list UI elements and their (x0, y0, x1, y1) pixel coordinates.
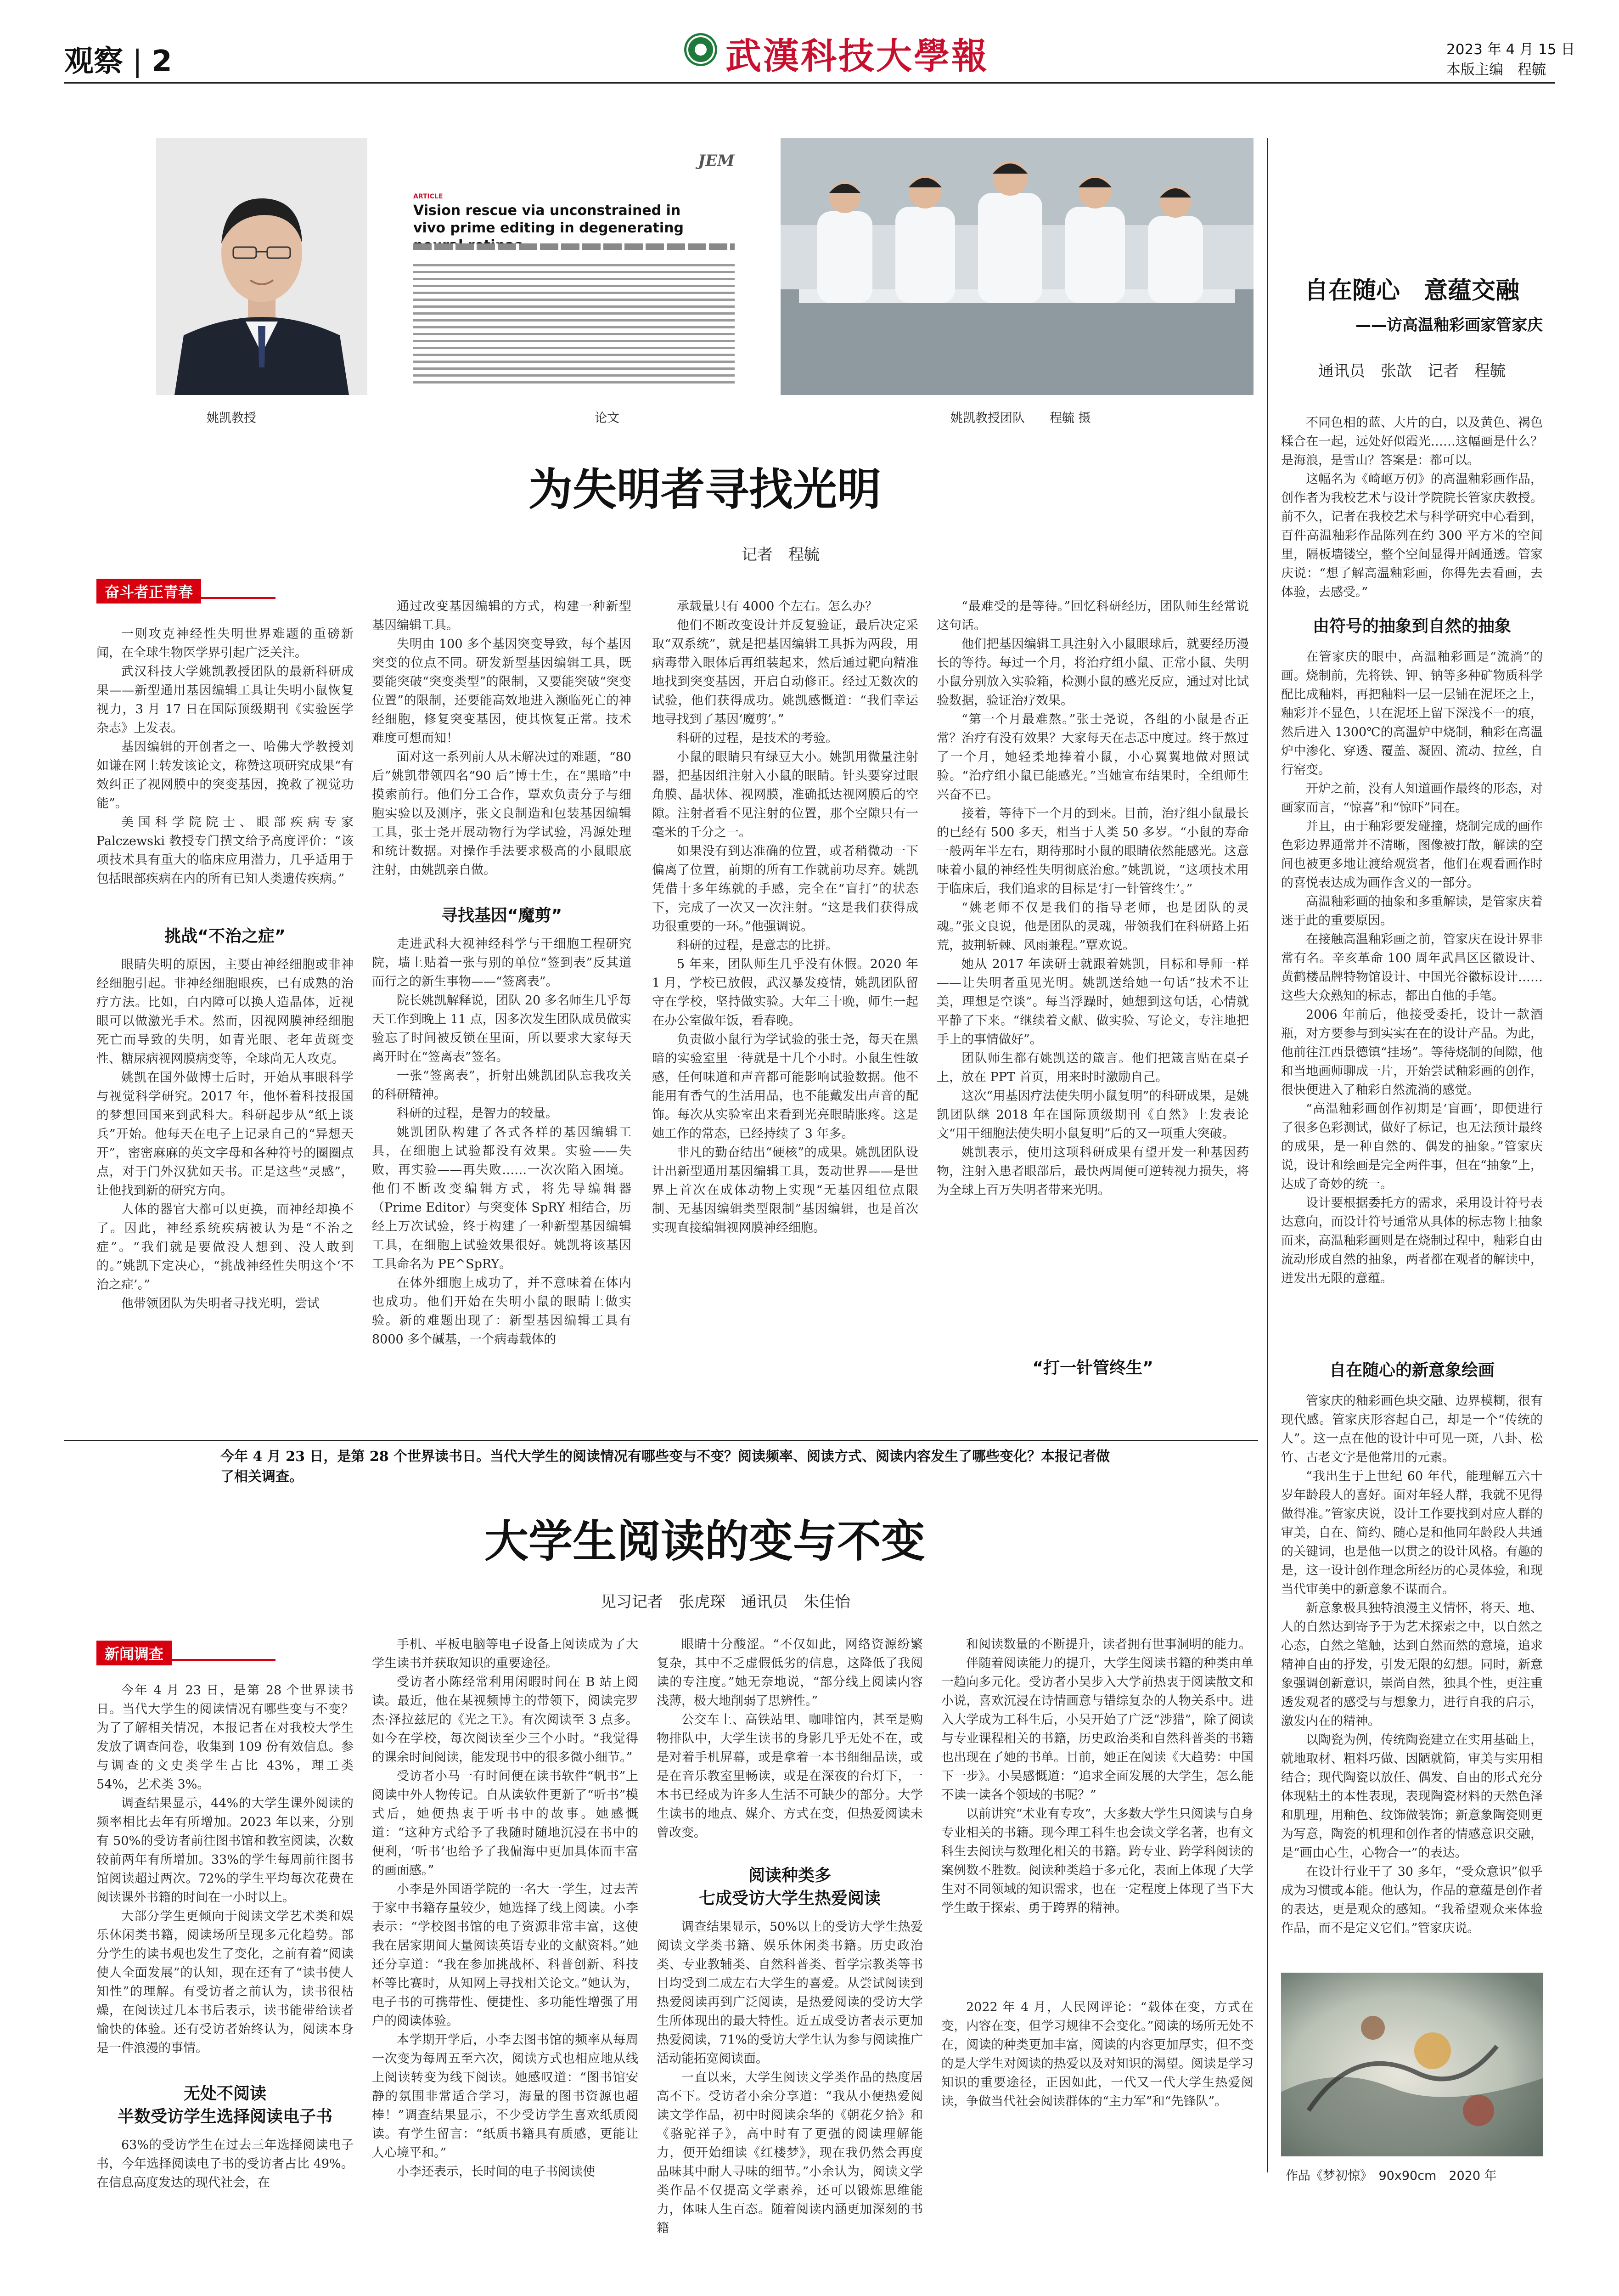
paragraph: 他们不断改变设计并反复验证，最后决定采取“双系统”，就是把基因编辑工具拆为两段，用病毒带入眼体后再组装起来，然后通过靶向精准地找到突变基因，开启自动修正。经过无数次的试验，他们获得成功。姚凯感慨道：“我们幸运地寻找到了基因‘魔剪’。” (652, 618, 918, 727)
article1-col1b (96, 955, 354, 1442)
paragraph: 面对这一系列前人从未解决过的难题，“80 后”姚凯带领四名“90 后”博士生，在“黑暗”中摸索前行。他们分工合作，覃欢负责分子与细胞实验以及测序，张文良制造和包装基因编辑工具，张士尧开展动物行为学试验，冯源处理和统计数据。对操作手法要求极高的小鼠眼底注射，由姚凯亲自做。 (372, 750, 631, 877)
paragraph: 在体外细胞上成功了，并不意味着在体内也成功。他们开始在失明小鼠的眼睛上做实验。新的难题出现了：新型基因编辑工具有 8000 多个碱基，一个病毒载体的 (372, 1276, 631, 1347)
paragraph: “第一个月最难熬。”张士尧说，各组的小鼠是否正常？治疗有没有效果？大家每天在忐忑中度过。终于熬过了一个月，她轻柔地捧着小鼠，小心翼翼地做对照试验。“治疗组小鼠已能感光。”当她宣布结果时，全组师生兴奋不已。 (937, 712, 1249, 802)
page-number: 2 (152, 45, 172, 79)
article2-p3 (1281, 1392, 1543, 1961)
paper-figure (413, 138, 744, 395)
paragraph: 这次“用基因疗法使失明小鼠复明”的科研成果，是姚凯团队继 2018 年在国际顶级期刊《自然》上发表论文“用干细胞法使失明小鼠复明”后的又一项重大突破。 (937, 1089, 1249, 1141)
article2-p2 (1281, 648, 1543, 1346)
article1-tag: 奋斗者正青春 (96, 579, 201, 604)
paragraph: 承载量只有 4000 个左右。怎么办？ (677, 599, 877, 614)
article2-subhead-1: 由符号的抽象到自然的抽象 (1312, 617, 1511, 636)
paragraph: 今年 4 月 23 日，是第 28 个世界读书日。当代大学生的阅读情况有哪些变与不变？为了了解相关情况，本报记者在对我校大学生发放了调查问卷，收集到 109 份有效信息。参与调查的文史类学生占比 43%，理工类 54%，艺术类 3%。 (96, 1683, 354, 1792)
paragraph: 姚凯在国外做博士后时，开始从事眼科学与视觉科学研究。2017 年，他怀着科技报国的梦想回国来到武科大。科研起步从“纸上谈兵”开始。他每天在电子上记录自己的“异想天开”，密密麻麻的英文字母和各种符号的圈圈点点，对于门外汉犹如天书。正是这些“灵感”，让他找到新的研究方向。 (96, 1071, 354, 1198)
paragraph: “姚老师不仅是我们的指导老师，也是团队的灵魂。”张文良说，他是团队的灵魂，带领我们在科研路上拓荒，披荆斩棘、风雨兼程。”覃欢说。 (937, 901, 1249, 953)
paragraph: 人体的器官大都可以更换，而神经却换不了。因此，神经系统疾病被认为是“不治之症”。“我们就是要做没人想到、没人敢到的。”姚凯下定决心，“挑战神经性失明这个‘不治之症’。” (96, 1202, 354, 1292)
article2-subhead-2: 自在随心的新意象绘画 (1329, 1361, 1495, 1380)
paragraph: 高温釉彩画的抽象和多重解读，是管家庆着迷于此的重要原因。 (1281, 895, 1543, 928)
paragraph: 受访者小陈经常利用闲暇时间在 B 站上阅读。最近，他在某视频博主的带领下，阅读完罗杰·泽拉兹尼的《光之王》。有次阅读至 3 点多。如今在学校，每次阅读至少三个小时。“我觉得的课余时间阅读，能发现书中的很多微小细节。” (372, 1675, 638, 1765)
article3-col3b (657, 1918, 923, 2235)
article1-col2a (372, 597, 631, 891)
paragraph: 大部分学生更倾向于阅读文学艺术类和娱乐休闲类书籍，阅读场所呈现多元化趋势。部分学生的读书观也发生了变化，之前有着“阅读使人全面发展”的认知，现在还有了“读书使人知性”的理解。有受访者之前认为，读书很枯燥，在阅读过几本书后表示，读书能带给读者愉快的体验。还有受访者始终认为，阅读本身是一件浪漫的事情。 (96, 1909, 354, 2055)
paragraph: 2022 年 4 月，人民网评论：“载体在变，方式在变，内容在变，但学习规律不会变化。”阅读的场所无处不在，阅读的种类更加丰富，阅读的内容更加厚实，但不变的是大学生对阅读的热爱以及对知识的渴望。阅读是学习知识的重要途径，正因如此，一代又一代大学生热爱阅读，争做当代社会阅读群体的“主力军”和“先锋队”。 (941, 2000, 1254, 2109)
article1-subhead-1: 挑战“不治之症” (164, 927, 286, 946)
paragraph: 设计要根据委托方的需求，采用设计符号表达意向，而设计符号通常从具体的标志物上抽象而来，高温釉彩画则是在烧制过程中，釉彩自由流动形成自然的抽象，两者都在观者的解读中，迸发出无限的意蕴。 (1281, 1196, 1543, 1286)
article1-col2b (372, 935, 631, 1442)
paragraph: 他们把基因编辑工具注射入小鼠眼球后，就要经历漫长的等待。每过一个月，将治疗组小鼠、正常小鼠、失明小鼠分别放入实验箱，检测小鼠的感光反应，通过对比试验数据，验证治疗效果。 (937, 637, 1249, 708)
journal-name: JEM (698, 152, 735, 170)
paragraph: 管家庆的釉彩画色块交融、边界模糊，很有现代感。管家庆形容起自己，却是一个“传统的人”。这一点在他的设计中可见一斑，八卦、松竹、古老文字是他常用的元素。 (1281, 1394, 1543, 1465)
paper-abstract (413, 264, 735, 384)
paragraph: 以前讲究“术业有专攻”，大多数大学生只阅读与自身专业相关的书籍。现今理工科生也会读文学名著，也有文科生去阅读与数理化相关的书籍。跨专业、跨学科阅读的案例数不胜数。阅读种类趋于多元化，表面上体现了大学生对不同领域的知识需求，也在一定程度上体现了当下大学生敢于探索、勇于跨界的精神。 (941, 1807, 1254, 1915)
paragraph: 院长姚凯解释说，团队 20 多名师生几乎每天工作到晚上 11 点，因多次发生团队成员做实验忘了时间被反锁在里面，所以要求大家每天离开时在“签离表”签名。 (372, 993, 631, 1064)
paragraph: 通过改变基因编辑的方式，构建一种新型基因编辑工具。 (372, 599, 631, 632)
section-name: 观察 | 2 (64, 45, 172, 79)
paragraph: 伴随着阅读能力的提升，大学生阅读书籍的种类由单一趋向多元化。受访者小吴步入大学前热衷于阅读散文和小说，喜欢沉浸在诗情画意与错综复杂的人物关系中。进入大学成为工科生后，小吴开始了广泛“涉猎”，除了阅读与专业课程相关的书籍，历史政治类和自然科普类的书籍也出现在了她的书单。目前，她正在阅读《大趋势：中国下一步》。小吴感慨道：“追求全面发展的大学生，怎么能不读一读各个领域的书呢？” (941, 1656, 1254, 1802)
paragraph: 姚凯表示，使用这项科研成果有望开发一种基因药物，注射入患者眼部后，最快两周便可逆转视力损失，将为全球上百万失明者带来光明。 (937, 1145, 1249, 1197)
article1-col3 (652, 597, 918, 1442)
paragraph: 和阅读数量的不断提升，读者拥有世事洞明的能力。 (966, 1637, 1251, 1652)
paragraph: 不同色相的蓝、大片的白，以及黄色、褐色糅合在一起，远处好似霞光……这幅画是什么？是海浪，是雪山？答案是：都可以。 (1281, 416, 1543, 468)
article3-subhead-2b: 七成受访大学生热爱阅读 (698, 1889, 881, 1908)
paragraph: 他带领团队为失明者寻找光明，尝试 (121, 1297, 320, 1311)
article1-title: 为失明者寻找光明 (528, 463, 881, 515)
article3-col1b (96, 2136, 354, 2193)
paragraph: 开炉之前，没有人知道画作最终的形态，对画家而言，“惊喜”和“惊吓”同在。 (1281, 782, 1543, 815)
paper-authors (413, 243, 735, 250)
article3-title: 大学生阅读的变与不变 (484, 1515, 925, 1567)
paragraph: 眼睛失明的原因，主要由神经细胞或非神经细胞引起。非神经细胞眼疾，已有成熟的治疗方法。比如，白内障可以换人造晶体，近视眼可以做激光手术。然而，因视网膜神经细胞死亡而导致的失明，如青光眼、老年黄斑变性、糖尿病视网膜病变等，全球尚无人攻克。 (96, 958, 354, 1066)
article2-title: 自在随心 意蕴交融 (1304, 276, 1519, 305)
article3-tag: 新闻调查 (96, 1641, 172, 1665)
paragraph: 走进武科大视神经科学与干细胞工程研究院，墙上贴着一张与别的单位“签到表”反其道而行之的新生事物——“签离表”。 (372, 937, 631, 989)
paragraph: 姚凯团队构建了各式各样的基因编辑工具，在细胞上试验都没有效果。实验——失败，再实验——再失败……一次次陷入困境。他们不断改变编辑方式，将先导编辑器（Prime Editor）与突变体 SpRY 相结合，历经上万次试验，终于构建了一种新型基因编辑工具，在细胞上试验效果很好。姚凯将该基因工具命名为 PE^SpRY。 (372, 1125, 631, 1271)
team-photo (781, 138, 1254, 395)
paragraph: 武汉科技大学姚凯教授团队的最新科研成果——新型通用基因编辑工具让失明小鼠恢复视力，3 月 17 日在国际顶级期刊《实验医学杂志》上发表。 (96, 665, 354, 735)
paragraph: 科研的过程，是意志的比拼。 (677, 938, 838, 953)
paragraph: 63%的受访学生在过去三年选择阅读电子书，今年选择阅读电子书的受访者占比 49%。在信息高度发达的现代社会，在 (96, 2138, 354, 2190)
paragraph: 这幅名为《崎岖万仞》的高温釉彩画作品，创作者为我校艺术与设计学院院长管家庆教授。前不久，记者在我校艺术与科学研究中心看到，百件高温釉彩作品陈列在约 300 平方米的空间里，隔板墙镂空，整个空间显得开阔通透。管家庆说：“想了解高温釉彩画，你得先去看画，去体验，去感受。” (1281, 472, 1543, 599)
article3-col4b (941, 1998, 1254, 2193)
paragraph: 在管家庆的眼中，高温釉彩画是“流淌”的画。烧制前，先将铁、钾、钠等多种矿物质科学配比成釉料，再把釉料一层一层铺在泥坯之上，釉彩并不显色，只在泥坯上留下深浅不一的痕，然后进入 1300℃的高温炉中烧制，釉彩在高温炉中渗化、穿透、覆盖、凝固、流动、拉丝，自行窑变。 (1281, 650, 1543, 777)
article3-subhead-2a: 阅读种类多 (748, 1866, 831, 1885)
paragraph: 5 年来，团队师生几乎没有休假。2020 年 1 月，学校已放假，武汉暴发疫情，姚凯团队留守在学校，坚持做实验。大年三十晚，师生一起在办公室做年饭，看春晚。 (652, 957, 918, 1028)
article3-col3 (657, 1635, 923, 1851)
paragraph: 本学期开学后，小李去图书馆的频率从每周一次变为每周五至六次，阅读方式也相应地从线上阅读转变为线下阅读。她感叹道：“图书馆安静的氛围非常适合学习，海量的图书资源也超棒！”调查结果显示，不少受访学生喜欢纸质阅读。有学生留言：“纸质书籍具有质感，更能让人心境平和。” (372, 2033, 638, 2160)
article1-subhead-2: 寻找基因“魔剪” (441, 906, 562, 925)
artwork-painting (1281, 1973, 1543, 2156)
paragraph: 非凡的勤奋结出“硬核”的成果。姚凯团队设计出新型通用基因编辑工具，轰动世界——是世界上首次在成体动物上实现“无基因组位点限制、无基因编辑类型限制”基因编辑，也是首次实现直接编辑视网膜神经细胞。 (652, 1145, 918, 1235)
article3-col4 (941, 1635, 1254, 1993)
paragraph: 接着，等待下一个月的到来。目前，治疗组小鼠最长的已经有 500 多天，相当于人类 50 多岁。“小鼠的寿命一般两年半左右，期待那时小鼠的眼睛依然能感光。这意味着小鼠的神经性失明彻底治愈。”姚凯说，“这项技术用于临床后，我们追求的目标是‘打一针管终生’。” (937, 807, 1249, 896)
team-photo-caption: 姚凯教授团队 程毓 摄 (950, 411, 1091, 425)
paragraph: “最难受的是等待。”回忆科研经历，团队师生经常说这句话。 (937, 599, 1249, 632)
paragraph: 眼睛十分酸涩。“不仅如此，网络资源纷繁复杂，其中不乏虚假低劣的信息，这降低了我阅读的专注度。”她无奈地说，“部分线上阅读内容浅薄，极大地削弱了思辨性。” (657, 1637, 923, 1708)
paragraph: 一直以来，大学生阅读文学类作品的热度居高不下。受访者小余分享道：“我从小便热爱阅读文学作品，初中时阅读余华的《朝花夕拾》和《骆驼祥子》，高中时有了更强的阅读理解能力，便开始细读《红楼梦》，现在我仍然会再度品味其中耐人寻味的细节。”小余认为，阅读文学类作品不仅提高文学素养，还可以锻炼思维能力，体味人生百态。随着阅读内涵更加深刻的书籍 (657, 2070, 923, 2235)
paragraph: 调查结果显示，44%的大学生课外阅读的频率相比去年有所增加。2023 年以来，分别有 50%的受访者前往图书馆和教室阅读，次数较前两年有所增加。33%的学生每周前往图书馆阅读超过两次。72%的学生平均每次花费在阅读课外书籍的时间在一小时以上。 (96, 1796, 354, 1905)
paragraph: 并且，由于釉彩要发碰撞，烧制完成的画作色彩边界通常并不清晰，图像被打散，解读的空间也被更多地让渡给观赏者，他们在观看画作时的喜悦表达成为画作含义的一部分。 (1281, 819, 1543, 890)
header-divider (64, 82, 1555, 84)
paragraph: 调查结果显示，50%以上的受访大学生热爱阅读文学类书籍、娱乐休闲类书籍。历史政治类、专业教辅类、自然科普类、哲学宗教类等书目均受到二成左右大学生的喜爱。从尝试阅读到热爱阅读再到广泛阅读，是热爱阅读的受访大学生所体现出的最大特性。近五成受访者表示更加热爱阅读，71%的受访大学生认为参与阅读推广活动能拓宽阅读面。 (657, 1920, 923, 2066)
section-label: 观察 (64, 45, 123, 79)
paragraph: 以陶瓷为例，传统陶瓷建立在实用基础上，就地取材、粗料巧做、因陋就简，审美与实用相结合；现代陶瓷以放任、偶发、自由的形式充分体现粘土的本性表现，表现陶瓷材料的天然色泽和肌理，用釉色、纹饰做装饰；新意象陶瓷则更为写意，陶瓷的机理和创作者的情感意识交融，是“画由心生，心物合一”的表达。 (1281, 1733, 1543, 1860)
paragraph: 小李还表示，长时间的电子书阅读使 (397, 2165, 595, 2179)
article3-top-rule (64, 1440, 1258, 1441)
journal-logo (698, 152, 735, 170)
paragraph: 一张“签离表”，折射出姚凯团队忘我攻关的科研精神。 (372, 1069, 631, 1102)
column-divider (1267, 138, 1268, 2172)
page-editor: 本版主编 程毓 (1446, 62, 1546, 78)
paragraph: 在接触高温釉彩画之前，管家庆在设计界非常有名。辛亥革命 100 周年武昌区区徽设计、黄鹤楼品牌特物馆设计、中国光谷徽标设计……这些大众熟知的标志，都出自他的手笔。 (1281, 932, 1543, 1003)
article2-byline: 通讯员 张歆 记者 程毓 (1318, 362, 1506, 380)
paragraph: “高温釉彩画创作初期是‘盲画’，即便进行了很多色彩测试，做好了标记，也无法预计最终的成果，是一种自然的、偶发的抽象。”管家庆说，设计和绘画是完全两件事，但在“抽象”上，达成了奇妙的统一。 (1281, 1102, 1543, 1191)
paragraph: “我出生于上世纪 60 年代，能理解五六十岁年龄段人的喜好。面对年轻人群，我就不见得做得准。”管家庆说，设计工作要找到对应人群的审美，自在、简约、随心是和他同年龄段人共通的关键词，也是他一以贯之的设计风格。有趣的是，这一设计创作理念所经历的心灵体验，和现当代审美中的新意象不谋而合。 (1281, 1469, 1543, 1596)
paragraph: 美国科学院院士、眼部疾病专家 Palczewski 教授专门撰文给予高度评价：“该项技术具有重大的临床应用潜力，几乎适用于包括眼部疾病在内的所有已知人类遗传疾病。” (96, 815, 354, 886)
paragraph: 2006 年前后，他接受委托，设计一款酒瓶，对方要参与到实实在在的设计产品。为此，他前往江西景德镇“挂场”。等待烧制的间隙，他和当地画师聊成一片，开始尝试釉彩画的创作，很快便进入了釉彩自然流淌的感觉。 (1281, 1008, 1543, 1097)
paragraph: 如果没有到达准确的位置，或者稍微动一下偏离了位置，前期的所有工作就前功尽弃。姚凯凭借十多年练就的手感，完全在“盲打”的状态下，完成了一次又一次注射。“这是我们获得成功很重要的一环。”他强调说。 (652, 844, 918, 934)
paper-caption: 论文 (595, 411, 619, 425)
university-emblem-icon (684, 33, 717, 66)
article1-subhead-3: “打一针管终生” (1032, 1359, 1153, 1377)
paragraph: 受访者小马一有时间便在读书软件“帆书”上阅读中外人物传记。自从读软件更新了“听书”模式后，她便热衷于听书中的故事。她感慨道：“这种方式给予了我随时随地沉浸在书中的便利，‘听书’也给予了我偏海中更加具体而丰富的画面感。” (372, 1769, 638, 1878)
artwork-caption: 作品《梦初惊》 90x90cm 2020 年 (1286, 2169, 1497, 2183)
article3-byline: 见习记者 张虎琛 通讯员 朱佳怡 (601, 1593, 850, 1611)
paragraph: 小鼠的眼睛只有绿豆大小。姚凯用微量注射器，把基因组注射入小鼠的眼睛。针头要穿过眼角膜、晶状体、视网膜，准确抵达视网膜后的空隙。注射者看不见注射的位置，那个空隙只有一毫米的千分之一。 (652, 750, 918, 840)
paragraph: 新意象极具独特浪漫主义情怀，将天、地、人的自然达到寄予于为艺术探索之中，以自然之心态，自然之笔触，达到自然而然的意境，追求精神自由的抒发，引发无限的幻想。同时，新意象强调创新意识，崇尚自然，独具个性，更注重透发观者的感受与与想象力，进行自我的启示，激发内在的精神。 (1281, 1601, 1543, 1728)
article1-col4 (937, 597, 1249, 1281)
paragraph: 公交车上、高铁站里、咖啡馆内，甚至是购物排队中，大学生读书的身影几乎无处不在，或是对着手机屏幕，或是拿着一本书细细品读，或是在音乐教室里畅读，或是在深夜的台灯下，一本书已经成为许多人生活不可缺少的部分。大学生读书的地点、媒介、方式在变，但热爱阅读未曾改变。 (657, 1713, 923, 1840)
issue-date: 2023 年 4 月 15 日 (1446, 41, 1575, 58)
paragraph: 失明由 100 多个基因突变导致，每个基因突变的位点不同。研发新型基因编辑工具，既要能突破“突变类型”的限制，又要能突破“突变位置”的限制，还要能高效地进入濒临死亡的神经细胞，修复突变基因，使其恢复正常。技术难度可想而知！ (372, 637, 631, 745)
article3-subhead-1b: 半数受访学生选择阅读电子书 (117, 2107, 332, 2126)
article1-col1 (96, 625, 354, 919)
article3-col1 (96, 1681, 354, 2076)
article3-col2 (372, 1635, 638, 2193)
paragraph: 她从 2017 年读研士就跟着姚凯，目标和导师一样——让失明者重见光明。姚凯送给她一句话“技术不让美，理想是空谈”。每当浮躁时，她想到这句话，心情就平静了下来。“继续着文献、做实验、写论文，专注地把手上的事情做好”。 (937, 957, 1249, 1047)
paper-label: ARTICLE (413, 193, 443, 200)
paragraph: 团队师生都有姚凯送的箴言。他们把箴言贴在桌子上，放在 PPT 首页，用来时时激励自己。 (937, 1051, 1249, 1084)
paragraph: 在设计行业干了 30 多年，“受众意识”似乎成为习惯或本能。他认为，作品的意蕴是创作者的表达，更是观众的感知。“我希望观众来体验作品，而不是定义它们。”管家庆说。 (1281, 1865, 1543, 1935)
paper-headline: Vision rescue via unconstrained in vivo prime editing in degenerating (413, 203, 684, 236)
masthead: 武漢科技大學報 (725, 35, 989, 77)
paragraph: 小李是外国语学院的一名大一学生，过去苦于家中书籍存量较少，她选择了线上阅读。小李表示：“学校图书馆的电子资源非常丰富，这使我在居家期间大量阅读英语专业的文献资料。”她还分享道：“我在参加挑战杯、科普创新、科技杯等比赛时，从知网上寻找相关论文。”她认为，电子书的可携带性、便捷性、多功能性增强了用户的阅读体验。 (372, 1882, 638, 2028)
article2-subtitle: ——访高温釉彩画家管家庆 (1355, 316, 1543, 334)
paragraph: 基因编辑的开创者之一、哈佛大学教授刘如谦在网上转发该论文，称赞这项研究成果“有效纠正了视网膜中的突变基因，挽救了视觉功能”。 (96, 740, 354, 811)
portrait-photo (156, 138, 367, 395)
portrait-caption: 姚凯教授 (207, 411, 256, 425)
paragraph: 科研的过程，是技术的考验。 (677, 731, 838, 745)
article2-p1 (1281, 413, 1543, 606)
paragraph: 手机、平板电脑等电子设备上阅读成为了大学生读书并获取知识的重要途径。 (372, 1637, 638, 1670)
page-header (0, 0, 1619, 80)
article3-subhead-1a: 无处不阅读 (183, 2084, 266, 2103)
paragraph: 一则攻克神经性失明世界难题的重磅新闻，在全球生物医学界引起广泛关注。 (96, 627, 354, 660)
paragraph: 负责做小鼠行为学试验的张士尧，每天在黑暗的实验室里一待就是十几个小时。小鼠生性敏感，任何味道和声音都可能影响试验数据。他不能用有香气的生活用品，也不能戴发出声音的配饰。每次从实验室出来看到光亮眼睛胀疼。这是她工作的常态，已经持续了 3 年多。 (652, 1032, 918, 1141)
paragraph: 科研的过程，是智力的较量。 (397, 1106, 558, 1121)
article3-intro: 今年 4 月 23 日，是第 28 个世界读书日。当代大学生的阅读情况有哪些变与不变？阅读频率、阅读方式、阅读内容发生了哪些变化？本报记者做了相关调查。 (220, 1449, 1110, 1485)
article1-byline: 记者 程毓 (742, 546, 820, 564)
